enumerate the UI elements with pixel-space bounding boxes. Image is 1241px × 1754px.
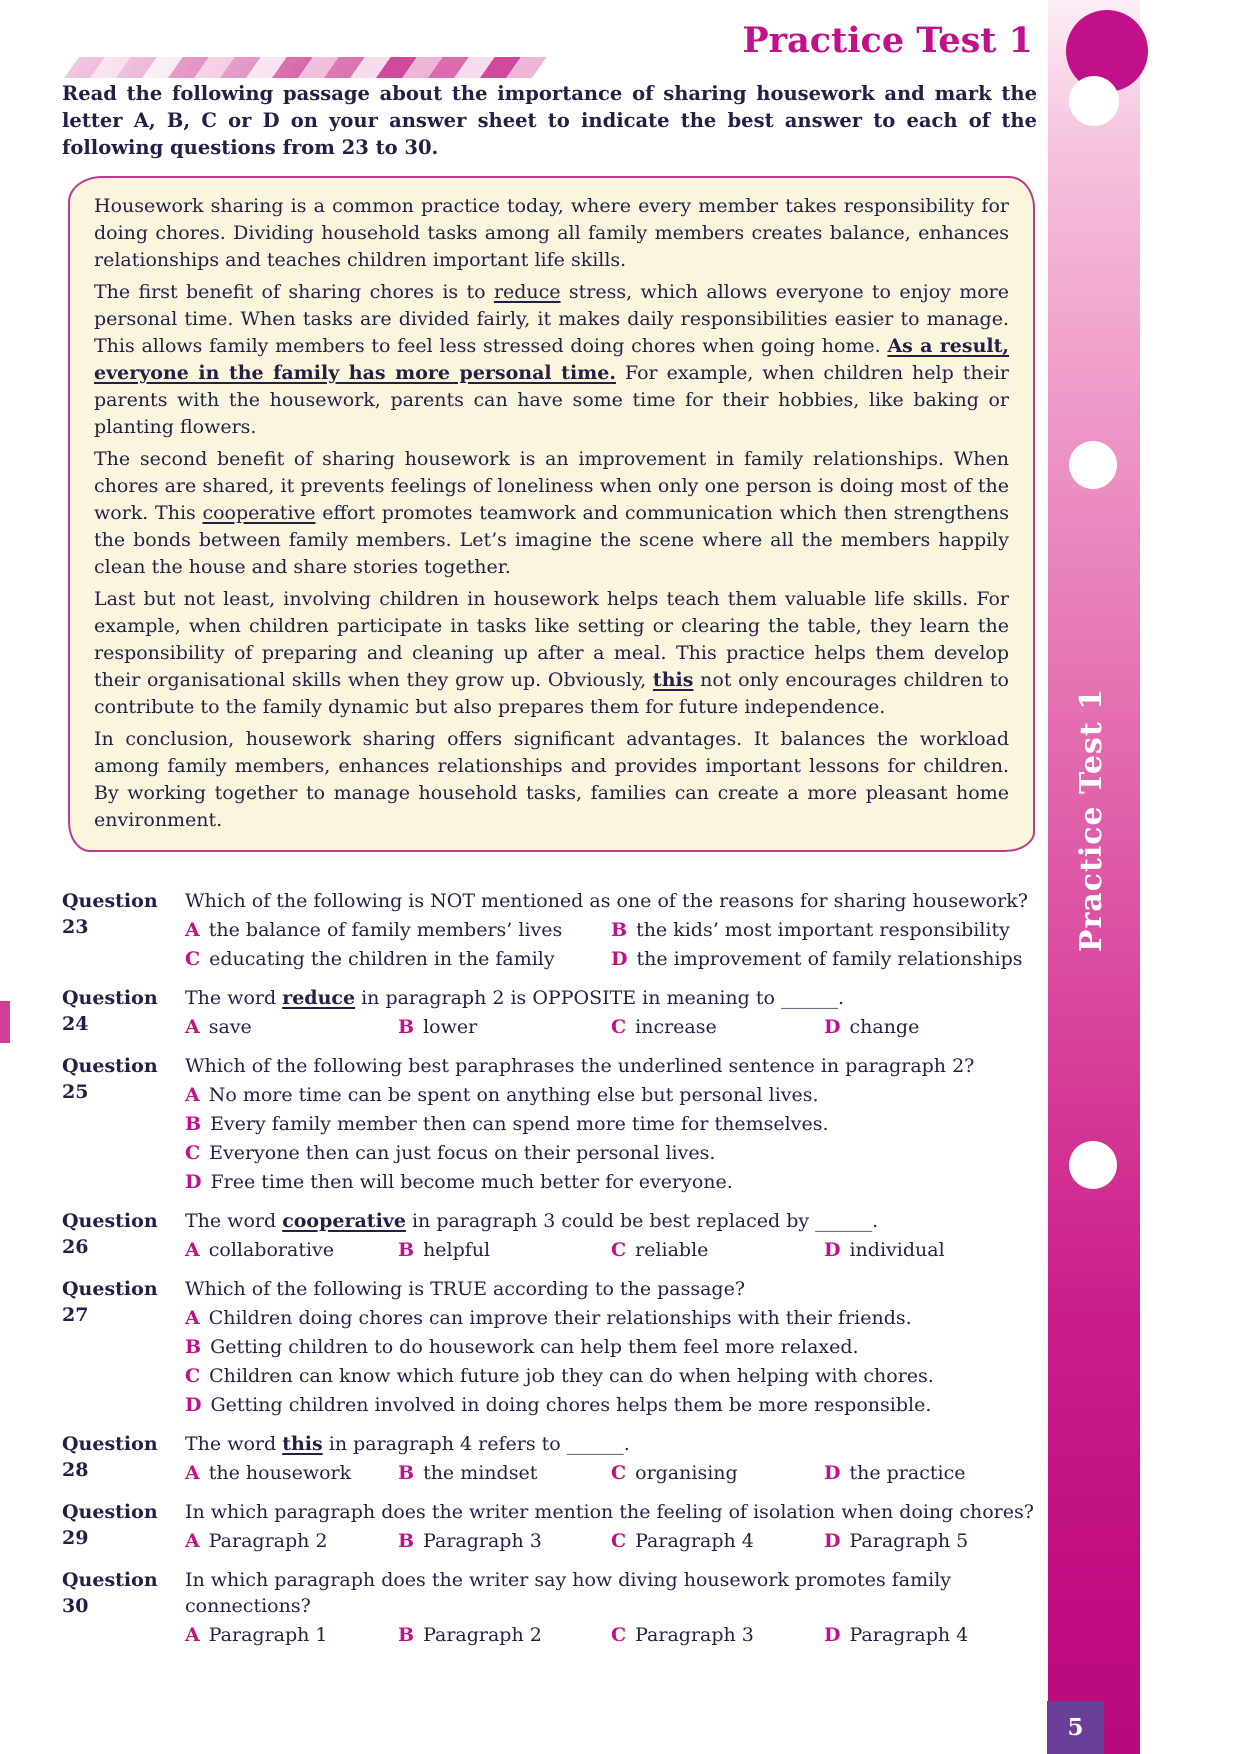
- text-segment: Housework sharing is a common practice today, where every member takes responsibility for doing chores. Dividing household tasks among all family members creates balance, enhances relationships and teaches children important life skills.: [94, 195, 1009, 271]
- option-text: the balance of family members’ lives: [208, 919, 563, 941]
- option-letter: A: [185, 1239, 200, 1261]
- option-letter: B: [398, 1624, 415, 1646]
- option-B: [398, 1622, 611, 1648]
- option-B: [398, 1014, 611, 1040]
- option-letter: C: [185, 1365, 201, 1387]
- question-row: [62, 1208, 1037, 1263]
- left-edge-tab-decoration: [0, 1001, 10, 1043]
- question-stem: [185, 985, 1037, 1011]
- option-letter: C: [185, 1142, 201, 1164]
- text-segment: For example, when children help their parents with the housework, parents can have some time for their hobbies, like baking or planting flowers.: [94, 362, 1010, 438]
- question-number: Question 26: [62, 1210, 158, 1258]
- text-segment: Which of the following best paraphrases the underlined sentence in paragraph 2?: [185, 1055, 975, 1077]
- question-stem: [185, 888, 1037, 914]
- options-group: [185, 917, 1037, 972]
- question-stem: [185, 1431, 1037, 1457]
- text-segment: stress, which allows everyone to enjoy more personal time. When tasks are divided fairly, it makes daily responsibilities easier to manage. This allows family members to feel less stressed doing chores when going home.: [94, 281, 1010, 357]
- option-A: [185, 1237, 398, 1263]
- question-stem: [185, 1567, 1037, 1619]
- option-C: [185, 946, 611, 972]
- option-C: [611, 1237, 824, 1263]
- question-stem: [185, 1276, 1037, 1302]
- option-C: [611, 1460, 824, 1486]
- question-row: [62, 888, 1037, 972]
- text-segment: reduce: [282, 987, 356, 1009]
- text-segment: in paragraph 4 refers to ______.: [322, 1433, 630, 1455]
- text-segment: Last but not least, involving children in housework helps teach them valuable life skills. For example, when children participate in tasks like setting or clearing the table, they learn the responsibility of preparing and cleaning up after a meal. This practice helps them develop their organisational skills when they grow up. Obviously,: [94, 588, 1009, 691]
- option-letter: A: [185, 1084, 200, 1106]
- text-segment: Which of the following is NOT mentioned as one of the reasons for sharing housework?: [185, 890, 1028, 912]
- option-letter: C: [611, 1462, 627, 1484]
- question-stem: [185, 1499, 1037, 1525]
- text-segment: Which of the following is TRUE according to the passage?: [185, 1278, 746, 1300]
- option-text: reliable: [635, 1239, 709, 1261]
- options-group: [185, 1305, 1037, 1418]
- option-letter: D: [611, 948, 628, 970]
- question-row: [62, 1276, 1037, 1418]
- question-stem: [185, 1208, 1037, 1234]
- option-text: Paragraph 1: [208, 1624, 328, 1646]
- option-letter: D: [824, 1239, 841, 1261]
- option-text: No more time can be spent on anything else but personal lives.: [208, 1084, 819, 1106]
- option-B: [398, 1528, 611, 1554]
- option-text: helpful: [423, 1239, 491, 1261]
- option-A: [185, 1528, 398, 1554]
- option-text: Children can know which future job they can do when helping with chores.: [209, 1365, 934, 1387]
- option-text: lower: [423, 1016, 478, 1038]
- text-segment: In conclusion, housework sharing offers significant advantages. It balances the workload among family members, enhances relationships and provides important lessons for children. By working together to manage household tasks, families can create a more pleasant home environment.: [94, 728, 1009, 831]
- text-segment: The word: [185, 1210, 283, 1232]
- option-letter: A: [185, 1624, 200, 1646]
- options-group: [185, 1528, 1037, 1554]
- question-number: Question 29: [62, 1501, 158, 1549]
- option-text: the practice: [849, 1462, 966, 1484]
- text-segment: The first benefit of sharing chores is to: [94, 281, 494, 303]
- option-text: individual: [849, 1239, 945, 1261]
- option-letter: B: [398, 1462, 415, 1484]
- option-letter: B: [398, 1239, 415, 1261]
- band-circle-decoration: [1069, 1141, 1117, 1189]
- option-D: [611, 946, 1037, 972]
- option-text: Getting children involved in doing chores helps them be more responsible.: [210, 1394, 932, 1416]
- option-text: Everyone then can just focus on their personal lives.: [209, 1142, 716, 1164]
- band-circle-decoration: [1069, 441, 1117, 489]
- question-number: Question 25: [62, 1055, 158, 1103]
- page-title: Practice Test 1: [742, 20, 1033, 61]
- option-D: [824, 1014, 1037, 1040]
- question-row: [62, 1431, 1037, 1486]
- option-letter: D: [185, 1171, 202, 1193]
- option-A: [185, 917, 611, 943]
- option-A: [185, 1305, 1037, 1331]
- decorative-stripes: [64, 57, 547, 78]
- option-B: [398, 1460, 611, 1486]
- options-group: [185, 1460, 1037, 1486]
- text-segment: In which paragraph does the writer say how diving housework promotes family connections?: [185, 1569, 952, 1617]
- passage-paragraph: [94, 193, 1009, 274]
- text-segment: reduce: [493, 281, 561, 303]
- option-text: collaborative: [208, 1239, 335, 1261]
- side-tab-label: Practice Test 1: [1074, 687, 1109, 953]
- option-B: [398, 1237, 611, 1263]
- option-A: [185, 1460, 398, 1486]
- text-segment: this: [652, 669, 694, 691]
- option-letter: B: [398, 1016, 415, 1038]
- option-letter: C: [611, 1530, 627, 1552]
- text-segment: effort promotes teamwork and communication which then strengthens the bonds between family members. Let’s imagine the scene where all the members happily clean the house and share stories together.: [94, 502, 1010, 578]
- option-D: [185, 1392, 1037, 1418]
- text-segment: cooperative: [202, 502, 316, 524]
- option-text: the mindset: [423, 1462, 538, 1484]
- text-segment: not only encourages children to contribute to the family dynamic but also prepares them for future independence.: [94, 669, 1009, 718]
- option-A: [185, 1014, 398, 1040]
- option-A: [185, 1622, 398, 1648]
- option-text: Children doing chores can improve their relationships with their friends.: [208, 1307, 912, 1329]
- option-text: Paragraph 2: [423, 1624, 542, 1646]
- option-letter: B: [611, 919, 628, 941]
- option-C: [185, 1363, 1037, 1389]
- option-letter: C: [185, 948, 201, 970]
- passage-paragraph: [94, 726, 1009, 834]
- option-letter: A: [185, 1016, 200, 1038]
- option-letter: A: [185, 1462, 200, 1484]
- passage-box: [68, 176, 1035, 852]
- text-segment: The word: [185, 1433, 283, 1455]
- option-text: educating the children in the family: [209, 948, 555, 970]
- option-B: [185, 1111, 1037, 1137]
- question-row: [62, 985, 1037, 1040]
- option-text: Paragraph 5: [849, 1530, 969, 1552]
- question-number: Question 27: [62, 1278, 158, 1326]
- text-segment: In which paragraph does the writer mention the feeling of isolation when doing chores?: [185, 1501, 1034, 1523]
- passage-paragraphs: [94, 193, 1009, 834]
- option-letter: A: [185, 1530, 200, 1552]
- option-text: organising: [635, 1462, 738, 1484]
- text-segment: in paragraph 3 could be best replaced by ______.: [405, 1210, 879, 1232]
- option-letter: D: [185, 1394, 202, 1416]
- page-number: [1047, 1701, 1104, 1754]
- text-segment: The word: [185, 987, 283, 1009]
- option-letter: D: [824, 1016, 841, 1038]
- text-segment: in paragraph 2 is OPPOSITE in meaning to ______.: [355, 987, 845, 1009]
- question-number: Question 23: [62, 890, 158, 938]
- option-text: Getting children to do housework can help them feel more relaxed.: [210, 1336, 859, 1358]
- option-text: Paragraph 3: [635, 1624, 754, 1646]
- option-letter: A: [185, 1307, 200, 1329]
- option-A: [185, 1082, 1037, 1108]
- option-letter: C: [611, 1624, 627, 1646]
- page-number-value: 5: [1067, 1714, 1084, 1741]
- question-row: [62, 1567, 1037, 1648]
- option-text: the kids’ most important responsibility: [636, 919, 1010, 941]
- text-segment: As a result, everyone in the family has more personal time.: [94, 335, 1009, 384]
- options-group: [185, 1082, 1037, 1195]
- passage-paragraph: [94, 586, 1009, 721]
- band-circle-decoration: [1069, 76, 1119, 126]
- question-stem: [185, 1053, 1037, 1079]
- option-B: [185, 1334, 1037, 1360]
- option-C: [185, 1140, 1037, 1166]
- option-text: increase: [635, 1016, 717, 1038]
- option-letter: D: [824, 1530, 841, 1552]
- text-segment: The second benefit of sharing housework is an improvement in family relationships. When chores are shared, it prevents feelings of loneliness when only one person is doing most of the work. This: [94, 448, 1009, 524]
- option-C: [611, 1528, 824, 1554]
- option-text: the housework: [208, 1462, 352, 1484]
- option-letter: B: [185, 1113, 202, 1135]
- options-group: [185, 1237, 1037, 1263]
- instructions-text: Read the following passage about the importance of sharing housework and mark the letter A, B, C or D on your answer sheet to indicate the best answer to each of the following questions from 23 to 30.: [62, 82, 1037, 159]
- option-letter: A: [185, 919, 200, 941]
- text-segment: cooperative: [282, 1210, 406, 1232]
- option-B: [611, 917, 1037, 943]
- option-text: change: [849, 1016, 920, 1038]
- options-group: [185, 1014, 1037, 1040]
- option-text: Every family member then can spend more time for themselves.: [210, 1113, 829, 1135]
- question-number: Question 28: [62, 1433, 158, 1481]
- option-D: [824, 1622, 1037, 1648]
- passage-paragraph: [94, 279, 1009, 441]
- question-number: Question 30: [62, 1569, 158, 1617]
- passage-paragraph: [94, 446, 1009, 581]
- option-text: Free time then will become much better for everyone.: [210, 1171, 733, 1193]
- option-letter: D: [824, 1462, 841, 1484]
- option-text: the improvement of family relationships: [636, 948, 1023, 970]
- option-letter: B: [185, 1336, 202, 1358]
- option-text: Paragraph 4: [635, 1530, 754, 1552]
- option-C: [611, 1622, 824, 1648]
- option-letter: D: [824, 1624, 841, 1646]
- option-C: [611, 1014, 824, 1040]
- questions-list: [62, 888, 1037, 1648]
- option-letter: C: [611, 1239, 627, 1261]
- option-D: [824, 1237, 1037, 1263]
- option-D: [824, 1528, 1037, 1554]
- question-number: Question 24: [62, 987, 158, 1035]
- option-text: Paragraph 4: [849, 1624, 969, 1646]
- option-letter: C: [611, 1016, 627, 1038]
- question-row: [62, 1053, 1037, 1195]
- option-text: save: [208, 1016, 252, 1038]
- question-row: [62, 1499, 1037, 1554]
- text-segment: this: [282, 1433, 323, 1455]
- options-group: [185, 1622, 1037, 1648]
- option-text: Paragraph 2: [208, 1530, 328, 1552]
- option-D: [185, 1169, 1037, 1195]
- content-column: [62, 80, 1037, 1661]
- option-letter: B: [398, 1530, 415, 1552]
- option-D: [824, 1460, 1037, 1486]
- option-text: Paragraph 3: [423, 1530, 542, 1552]
